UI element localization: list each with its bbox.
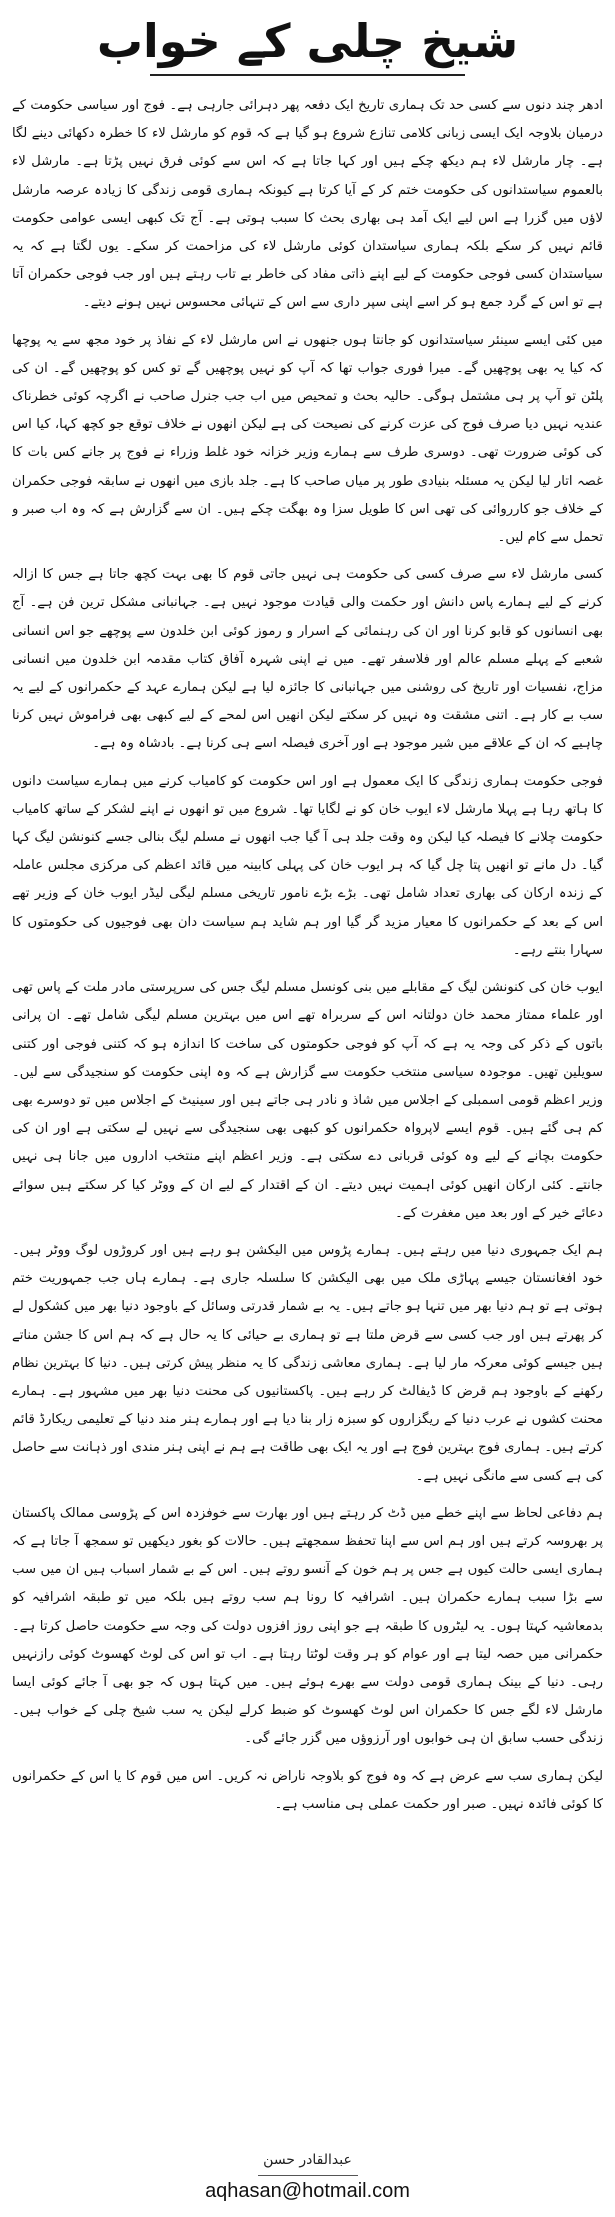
title-underline — [150, 74, 465, 76]
article-title: شیخ چلی کے خواب — [96, 14, 519, 68]
signature-divider — [258, 2175, 358, 2176]
paragraph-4: فوجی حکومت ہماری زندگی کا ایک معمول ہے اور اس حکومت کو کامیاب کرنے میں ہمارے سیاست دانوں کا ہاتھ رہا ہے پہلا مارشل لاء ایوب خان کو نے لگایا تھا۔ شروع میں تو انھوں نے اپنے لشکر کے ساتھ کامیاب حکومت چلانے کا فیصلہ کیا لیکن وہ وقت جلد ہی آ گیا جب انھوں نے مسلم لیگ بنالی جسے کنونشن لیگ کہا گیا۔ دل مانے تو انھیں پتا چل گیا کہ ہر ایوب خان کی پہلی کابینہ میں قائد اعظم کی مرکزی مجلس عاملہ کے زندہ ارکان کی بھاری تعداد شامل تھی۔ بڑے بڑے نامور تاریخی مسلم لیگی لیڈر ایوب خان کے وزیر تھے اس کے بعد کے حکمرانوں کا معیار مزید گر گیا اور ہم شاید ہم سیاست دان بھی فوجیوں کی حکومتوں کا سہارا بنتے رہے۔ — [12, 773, 603, 958]
author-signature: عبدالقادر حسن — [263, 2152, 352, 2168]
paragraph-2: میں کئی ایسے سینئر سیاستدانوں کو جانتا ہوں جنھوں نے اس مارشل لاء کے نفاذ پر خود مجھ سے یہ پوچھا کہ کیا یہ بھی پوچھیں گے۔ میرا فوری جواب تھا کہ آپ کو نہیں پوچھیں گے تو کس کو پوچھیں گے۔ ان کی پلٹن تو آپ پر ہی مشتمل ہوگی۔ حالیہ بحث و تمحیص میں اب جب جنرل صاحب نے اگرچہ کوئی خطرناک عندیہ نہیں دیا صرف فوج کی عزت کرنے کی نصیحت کی ہے لیکن انھوں نے خلاف توقع جو کچھ کہا، کیا اس کی کوئی ضرورت تھی۔ دوسری طرف سے ہمارے وزیر خزانہ خود غلط وزراء نے فوج پر جانے کس بات کا غصہ اتار لیا لیکن یہ مسئلہ بنیادی طور پر میاں صاحب کا ہے۔ جلد بازی میں انھوں نے سابقہ فوجی حکمران کے خلاف جو کارروائی کی تھی اس کا طویل سزا وہ بھگت چکے ہیں۔ ان سے گزارش ہے کہ وہ اب صبر و تحمل سے کام لیں۔ — [12, 332, 603, 546]
paragraph-1: ادھر چند دنوں سے کسی حد تک ہماری تاریخ ایک دفعہ پھر دہرائی جارہی ہے۔ فوج اور سیاسی حکومت کے درمیان بلاوجہ ایک ایسی زبانی کلامی تنازع شروع ہو گیا ہے کہ قوم کو مارشل لاء کا خطرہ دکھائی دینے لگا ہے۔ چار مارشل لاء ہم دیکھ چکے ہیں اور کہا جاتا ہے کہ اس سے کوئی فرق نہیں پڑتا ہے۔ مارشل لاء بالعموم سیاستدانوں کی حکومت ختم کر کے آیا کرتا ہے کیونکہ ہماری قومی زندگی کا زیادہ عرصہ مارشل لاؤں میں گزرا ہے اس لیے ایک آمد ہی بھاری بحث کا سبب ہوتی ہے۔ آج تک کبھی ایسی عوامی حکومت قائم نہیں کر سکے بلکہ ہماری سیاستدان کوئی مارشل لاء کی مزاحمت کر سکے۔ یوں لگتا ہے کہ یہ سیاستدان کسی فوجی حکومت کے لیے اپنے ذاتی مفاد کی خاطر بے تاب رہتے ہیں اور جب فوجی حکمران آتا ہے تو اس کے گرد جمع ہو کر اسے اپنی سپر داری سے اس کے تنہائی محسوس نہیں ہونے دیتے۔ — [12, 98, 603, 311]
paragraph-7: ہم دفاعی لحاظ سے اپنے خطے میں ڈٹ کر رہتے ہیں اور بھارت سے خوفزدہ اس کے پڑوسی ممالک پاکستان پر بھروسہ کرتے ہیں اور ہم اس سے اپنا تحفظ سمجھتے ہیں۔ حالات کو بغور دیکھیں تو سمجھ آ جاتا ہے کہ ہماری ایسی حالت کیوں ہے جس پر ہم خون کے آنسو روتے ہیں۔ اس کے بے شمار اسباب ہیں ان میں سب سے بڑا سبب ہمارے حکمران ہیں۔ اشرافیہ کا رونا ہم سب روتے ہیں بلکہ میں تو طبقہ اشرافیہ کو بدمعاشیہ کہتا ہوں۔ یہ لیٹروں کا طبقہ ہے جو اپنی روز افزوں دولت کی وجہ سے حکومت حاصل کرتا ہے۔ حکمرانی میں حصہ لیتا ہے اور عوام کو ہر وقت لوٹتا رہتا ہے۔ اب تو اس کی لوٹ کھسوٹ کوئی رازنہیں رہی۔ دنیا کے بینک ہماری قومی دولت سے بھرے ہوئے ہیں۔ میں کہتا ہوں کہ جو بھی آ جائے کوئی ایسا مارشل لاء لگے جس کا حکمران اس لوٹ کھسوٹ کو ضبط کرلے لیکن یہ سب شیخ چلی کے خواب ہیں۔ زندگی حسب سابق ان ہی خوابوں اور آرزوؤں میں گزر جائے گی۔ — [12, 1505, 603, 1747]
paragraph-5: ایوب خان کی کنونشن لیگ کے مقابلے میں بنی کونسل مسلم لیگ جس کی سرپرستی مادر ملت کے پاس تھی اور علماء ممتاز محمد خان دولتانہ اس کے سربراہ تھے اس میں بہترین مسلم لیگی شامل تھے۔ ان پرانی باتوں کے ذکر کی وجہ یہ ہے کہ آپ کو فوجی حکومتوں کی ساخت کا اندازہ ہو کہ کتنی فوجی اور کتنی سویلین تھیں۔ موجودہ سیاسی منتخب حکومت سے گزارش ہے کہ وہ اپنی حکومت کو سنجیدگی سے لیں۔ وزیر اعظم قومی اسمبلی کے اجلاس میں شاذ و نادر ہی جاتے ہیں اور سینیٹ کے اجلاس میں تو دوسرے بھی کم ہی گئے ہیں۔ قوم ایسے لاپرواہ حکمرانوں کو کبھی بھی سنجیدگی سے نہیں لے سکتی ہے اور ان کی حکومت بچانے کے لیے وہ کوئی قربانی دے سکتی ہے۔ وزیر اعظم اپنے منتخب اداروں میں جانا ہی نہیں جانتے۔ کئی ارکان انھیں کوئی اہمیت نہیں دیتے۔ ان کے اقتدار کے لیے ان کے ووٹر کیا کر سکتے ہیں سوائے دعائے خیر کے اور بعد میں مغفرت کے۔ — [12, 980, 603, 1221]
article-body — [12, 92, 603, 2137]
paragraph-3: کسی مارشل لاء سے صرف کسی کی حکومت ہی نہیں جاتی قوم کا بھی بہت کچھ جاتا ہے جس کا ازالہ کرنے کے لیے ہمارے پاس دانش اور حکمت والی قیادت موجود نہیں ہے۔ جہانبانی مشکل ترین فن ہے۔ آج بھی انسانوں کو قابو کرنا اور ان کی رہنمائی کے اسرار و رموز کوئی ابن خلدون سے پوچھے جو اس انسانی شعبے کے پہلے مسلم عالم اور فلاسفر تھے۔ میں نے اپنی شہرہ آفاق کتاب مقدمہ ابن خلدون میں انسانی مزاج، نفسیات اور تاریخ کی روشنی میں جہانبانی کا جائزہ لیا ہے لیکن ہمارے عہد کے حکمرانوں کے لیے یہ سب بے کار ہے۔ اتنی مشقت وہ نہیں کر سکتے لیکن انھیں اس لمحے کے لیے کبھی بھی فراموش نہیں کرنا چاہیے کہ ان کے علاقے میں شیر موجود ہے اور آخری فیصلہ اسے ہی کرنا ہے۔ بادشاہ وہ ہے۔ — [12, 567, 603, 752]
paragraph-6: ہم ایک جمہوری دنیا میں رہتے ہیں۔ ہمارے پڑوس میں الیکشن ہو رہے ہیں اور کروڑوں لوگ ووٹر ہیں۔ خود افغانستان جیسے پہاڑی ملک میں بھی الیکشن کا سلسلہ جاری ہے۔ ہمارے ہاں جب جمہوریت ختم ہوتی ہے تو ہم دنیا بھر میں تنہا ہو جاتے ہیں۔ یہ بے شمار قدرتی وسائل کے باوجود دنیا بھر میں کشکول لے کر پھرتے ہیں اور جب کسی سے قرض ملتا ہے تو ہماری بے حیائی کا یہ حال ہے کہ ہم اس کا جشن مناتے ہیں جیسے کوئی معرکہ مار لیا ہے۔ ہماری معاشی زندگی کا یہ منظر پیش کرتی ہیں۔ دنیا کا بہترین نظام رکھنے کے باوجود ہم قرض کا ڈیفالٹ کر رہے ہیں۔ پاکستانیوں کی محنت دنیا بھر میں مشہور ہے۔ ہمارے محنت کشوں نے عرب دنیا کے ریگزاروں کو سبزہ زار بنا دیا ہے اور ہمارے ہنر مند دنیا کے تعلیمی ریکارڈ قائم کرتے ہیں۔ ہماری فوج بہترین فوج ہے اور یہ ایک بھی طاقت ہے ہم نے اپنی ہنر مندی اور ذہانت سے حاصل کی ہے کسی سے مانگی نہیں ہے۔ — [12, 1242, 603, 1484]
author-email: aqhasan@hotmail.com — [205, 2180, 410, 2202]
paragraph-8: لیکن ہماری سب سے عرض ہے کہ وہ فوج کو بلاوجہ ناراض نہ کریں۔ اس میں قوم کا یا اس کے حکمرانوں کا کوئی فائدہ نہیں۔ صبر اور حکمت عملی ہی مناسب ہے۔ — [12, 1768, 603, 1812]
